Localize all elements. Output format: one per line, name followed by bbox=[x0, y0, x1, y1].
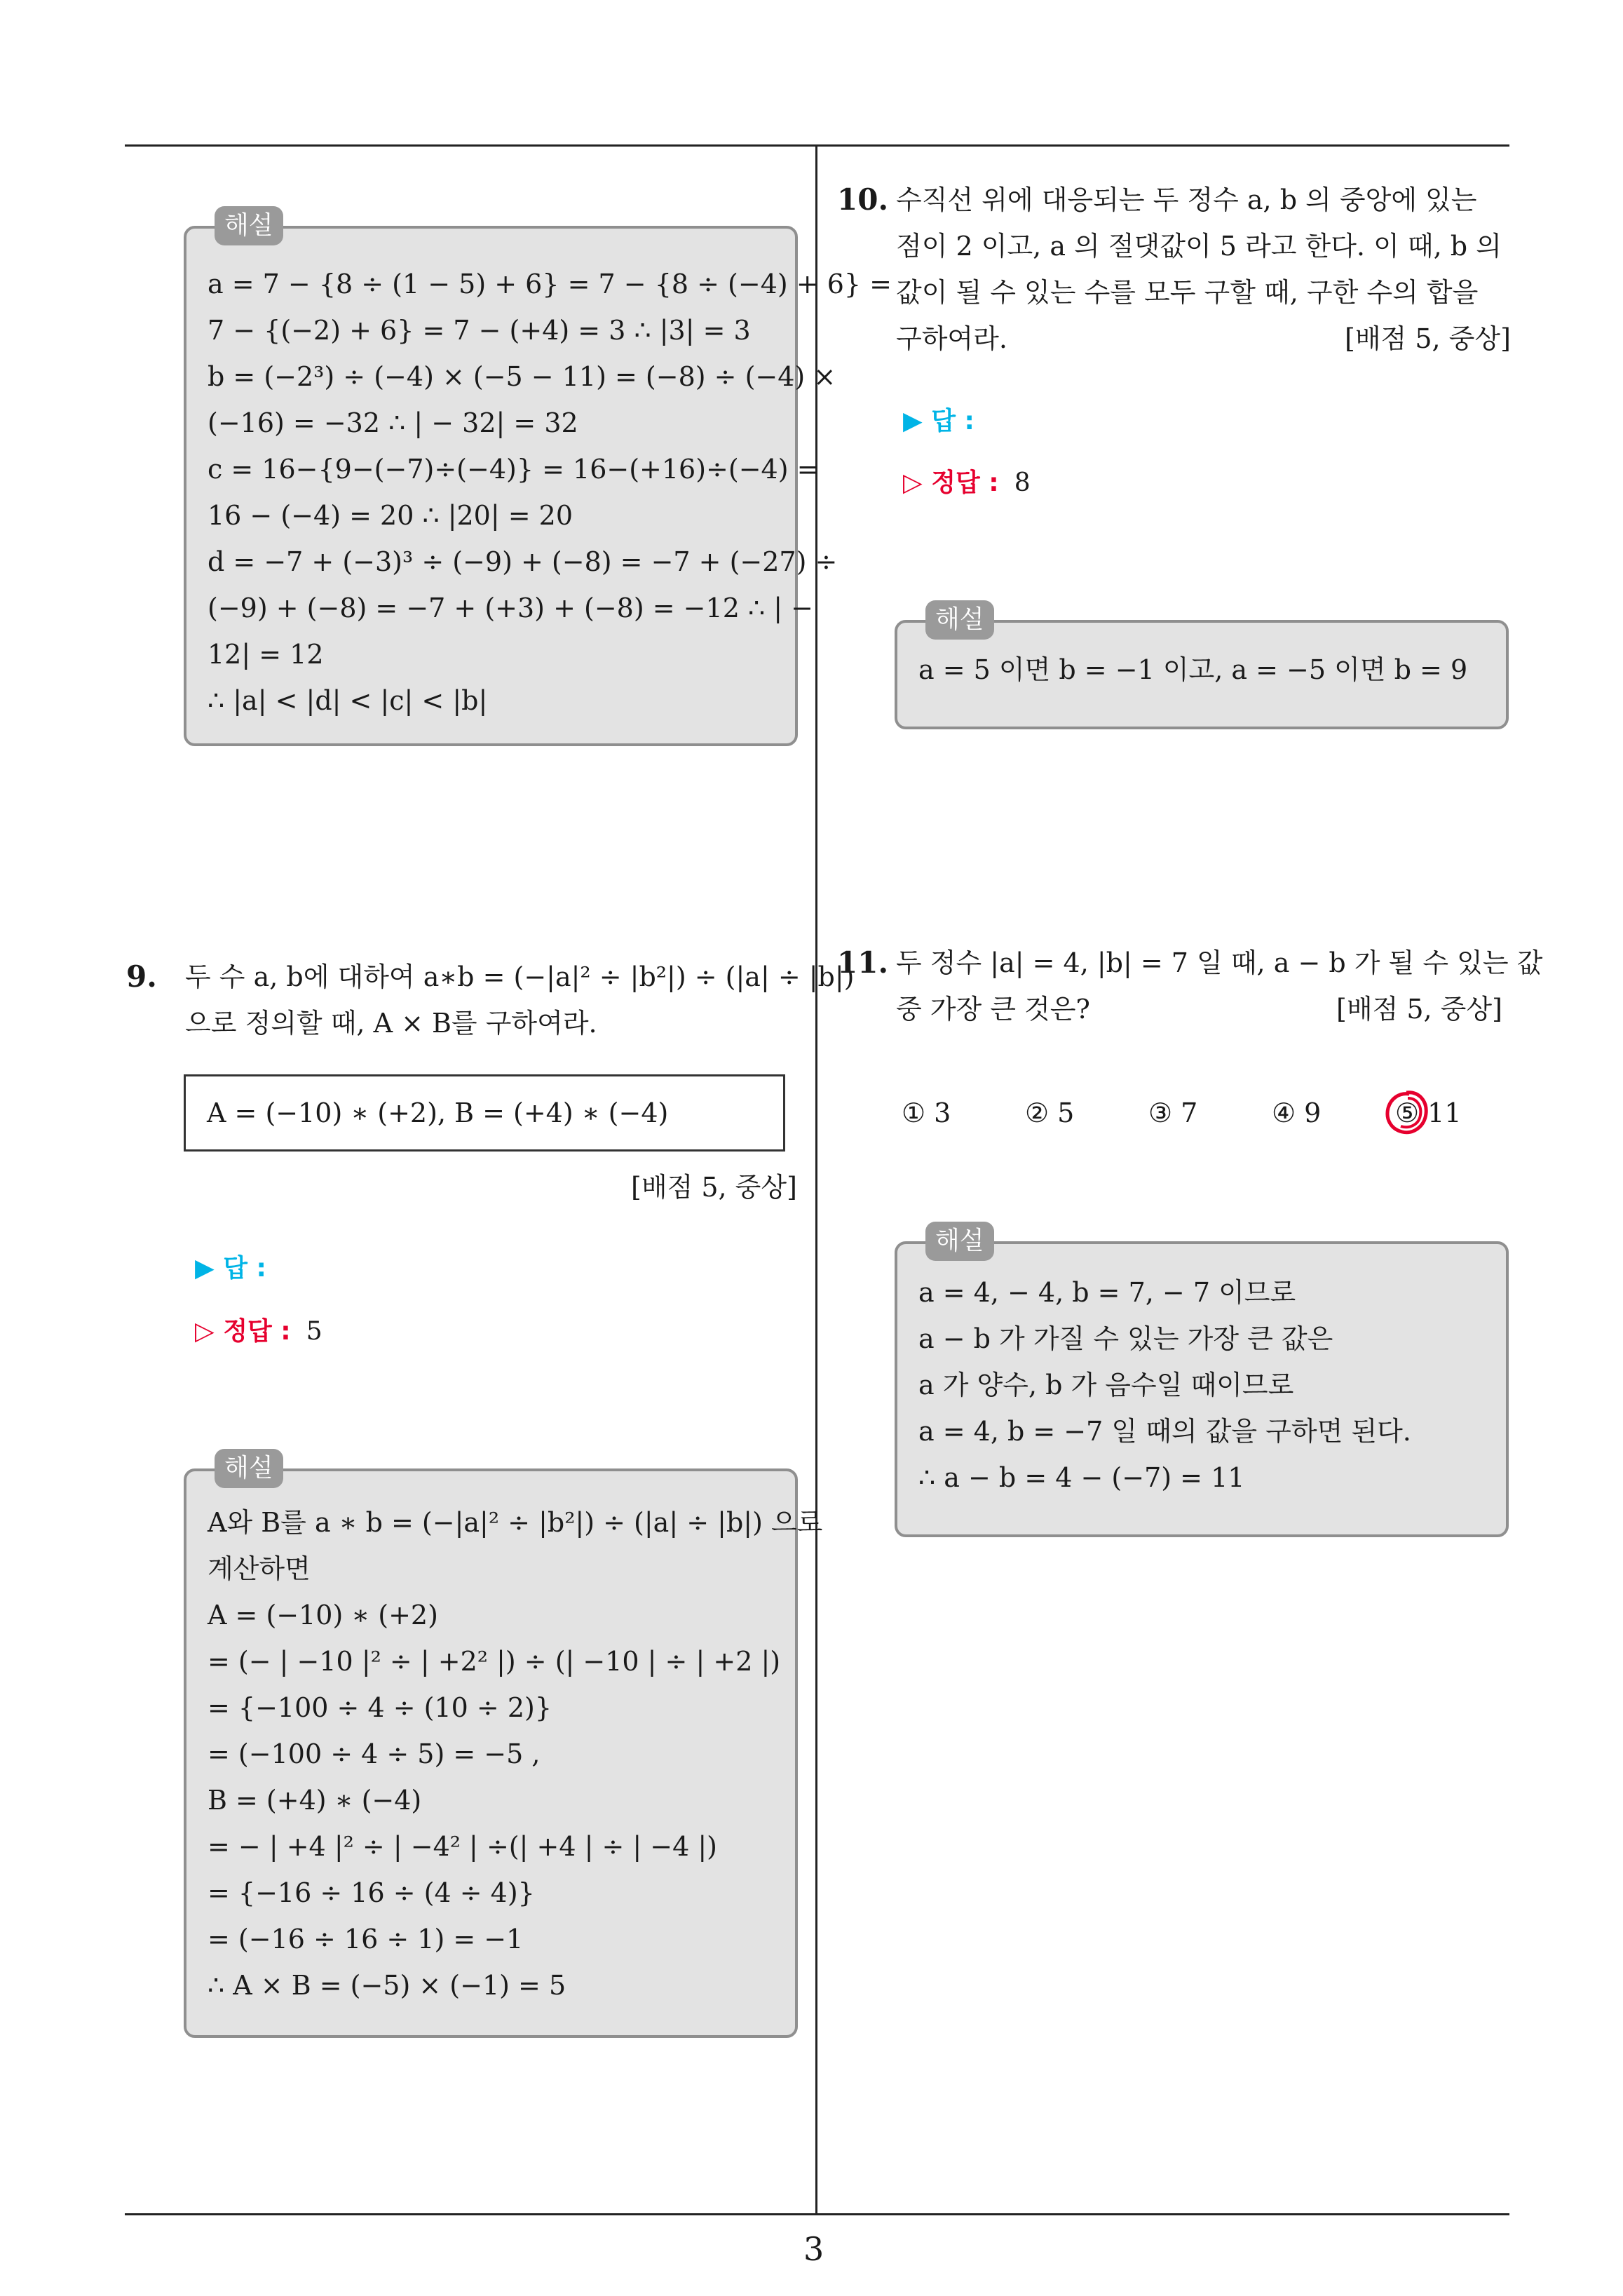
problem-9-answer-row[interactable] bbox=[195, 1245, 266, 1292]
problem-10-correct-row bbox=[903, 460, 1031, 506]
explanation-tab: 해설 bbox=[215, 1449, 283, 1488]
explanation-line: a 가 양수, b 가 음수일 때이므로 bbox=[918, 1370, 1294, 1400]
problem-11-number: 11. bbox=[837, 945, 889, 980]
explanation-lines bbox=[208, 1499, 822, 2008]
problem-text-line: 두 정수 |a| = 4, |b| = 7 일 때, a − b 가 될 수 있는 값 bbox=[896, 947, 1543, 978]
problem-8-explanation-box bbox=[184, 211, 892, 746]
explanation-line: c = 16−{9−(−7)÷(−4)} = 16−(+16)÷(−4) = bbox=[208, 454, 820, 485]
choice-2[interactable]: ② 5 bbox=[1025, 1098, 1075, 1128]
explanation-lines bbox=[208, 261, 892, 724]
explanation-line: A = (−10) ∗ (+2) bbox=[208, 1600, 438, 1630]
problem-9-definition-box: A = (−10) ∗ (+2), B = (+4) ∗ (−4) bbox=[184, 1074, 785, 1152]
explanation-line: B = (+4) ∗ (−4) bbox=[208, 1785, 422, 1816]
correct-answer-label: ▷ 정답 : bbox=[903, 468, 999, 497]
explanation-line: = {−100 ÷ 4 ÷ (10 ÷ 2)} bbox=[208, 1692, 552, 1723]
problem-9-number: 9. bbox=[126, 959, 157, 994]
explanation-line: 16 − (−4) = 20 ∴ |20| = 20 bbox=[208, 500, 573, 531]
page-number: 3 bbox=[803, 2230, 824, 2268]
correct-answer-value: 5 bbox=[306, 1317, 322, 1346]
problem-10-explanation-box bbox=[895, 605, 1509, 729]
explanation-line: = − | +4 |² ÷ | −4² | ÷(| +4 | ÷ | −4 |) bbox=[208, 1831, 717, 1862]
explanation-line: ∴ |a| < |d| < |c| < |b| bbox=[208, 685, 488, 716]
problem-text-line: 수직선 위에 대응되는 두 정수 a, b 의 중앙에 있는 bbox=[896, 184, 1477, 215]
explanation-line: d = −7 + (−3)³ ÷ (−9) + (−8) = −7 + (−27) ÷ bbox=[208, 546, 838, 577]
problem-10-answer-row[interactable] bbox=[903, 398, 975, 445]
choice-5[interactable]: ⑤ 11 bbox=[1395, 1098, 1462, 1128]
problem-text-line: 구하여라. bbox=[896, 323, 1007, 354]
explanation-tab: 해설 bbox=[215, 206, 283, 245]
explanation-line: ∴ a − b = 4 − (−7) = 11 bbox=[918, 1462, 1245, 1493]
explanation-line: = (−16 ÷ 16 ÷ 1) = −1 bbox=[208, 1924, 524, 1954]
explanation-line: (−9) + (−8) = −7 + (+3) + (−8) = −12 ∴ | − bbox=[208, 593, 813, 623]
explanation-lines bbox=[918, 1269, 1411, 1501]
problem-11-score: [배점 5, 중상] bbox=[1336, 994, 1502, 1025]
problem-9-explanation-box bbox=[184, 1454, 823, 2038]
explanation-line: 12| = 12 bbox=[208, 639, 324, 670]
explanation-line: = (− | −10 |² ÷ | +2² |) ÷ (| −10 | ÷ | +2 |) bbox=[208, 1646, 781, 1677]
problem-text-line: 중 가장 큰 것은? bbox=[896, 994, 1090, 1025]
explanation-line: 7 − {(−2) + 6} = 7 − (+4) = 3 ∴ |3| = 3 bbox=[208, 315, 751, 346]
right-column bbox=[817, 0, 1623, 2296]
choice-4[interactable]: ④ 9 bbox=[1272, 1098, 1322, 1128]
explanation-line: a = 4, − 4, b = 7, − 7 이므로 bbox=[918, 1277, 1296, 1308]
explanation-tab: 해설 bbox=[925, 1222, 994, 1261]
correct-answer-label: ▷ 정답 : bbox=[195, 1317, 291, 1346]
correct-answer-value: 8 bbox=[1014, 468, 1031, 497]
answer-label: ▶ 답 : bbox=[903, 407, 975, 435]
problem-11-explanation-box bbox=[895, 1227, 1509, 1537]
explanation-line: A와 B를 a ∗ b = (−|a|² ÷ |b²|) ÷ (|a| ÷ |b|) 으로 bbox=[208, 1507, 823, 1538]
explanation-line: a = 7 − {8 ÷ (1 − 5) + 6} = 7 − {8 ÷ (−4) + 6} = bbox=[208, 269, 892, 299]
problem-9-correct-row bbox=[195, 1309, 322, 1355]
explanation-line: a = 5 이면 b = −1 이고, a = −5 이면 b = 9 bbox=[918, 654, 1468, 685]
explanation-line: = (−100 ÷ 4 ÷ 5) = −5 , bbox=[208, 1738, 541, 1769]
explanation-line: (−16) = −32 ∴ | − 32| = 32 bbox=[208, 407, 578, 438]
selected-answer-mark-icon bbox=[1378, 1086, 1434, 1142]
problem-text-line: 점이 2 이고, a 의 절댓값이 5 라고 한다. 이 때, b 의 bbox=[896, 231, 1502, 262]
explanation-line: = {−16 ÷ 16 ÷ (4 ÷ 4)} bbox=[208, 1877, 535, 1908]
explanation-tab: 해설 bbox=[925, 600, 994, 640]
explanation-line: 계산하면 bbox=[208, 1553, 311, 1584]
problem-text-line: 값이 될 수 있는 수를 모두 구할 때, 구한 수의 합을 bbox=[896, 277, 1479, 308]
problem-text-line: 두 수 a, b에 대하여 a∗b = (−|a|² ÷ |b²|) ÷ (|a| ÷ |b|) bbox=[185, 961, 855, 992]
problem-9-score: [배점 5, 중상] bbox=[631, 1172, 797, 1203]
explanation-line: b = (−2³) ÷ (−4) × (−5 − 11) = (−8) ÷ (−4) × bbox=[208, 361, 836, 392]
explanation-line: ∴ A × B = (−5) × (−1) = 5 bbox=[208, 1970, 566, 2001]
problem-10-score: [배점 5, 중상] bbox=[1345, 323, 1511, 354]
answer-label: ▶ 답 : bbox=[195, 1254, 266, 1283]
explanation-line: a − b 가 가질 수 있는 가장 큰 값은 bbox=[918, 1323, 1333, 1354]
explanation-lines bbox=[918, 647, 1467, 693]
choice-1[interactable]: ① 3 bbox=[902, 1098, 951, 1128]
problem-9-text bbox=[185, 954, 855, 1046]
choice-3[interactable]: ③ 7 bbox=[1148, 1098, 1198, 1128]
problem-text-line: 으로 정의할 때, A × B를 구하여라. bbox=[185, 1008, 597, 1039]
explanation-line: a = 4, b = −7 일 때의 값을 구하면 된다. bbox=[918, 1416, 1411, 1447]
problem-10-number: 10. bbox=[837, 182, 889, 217]
